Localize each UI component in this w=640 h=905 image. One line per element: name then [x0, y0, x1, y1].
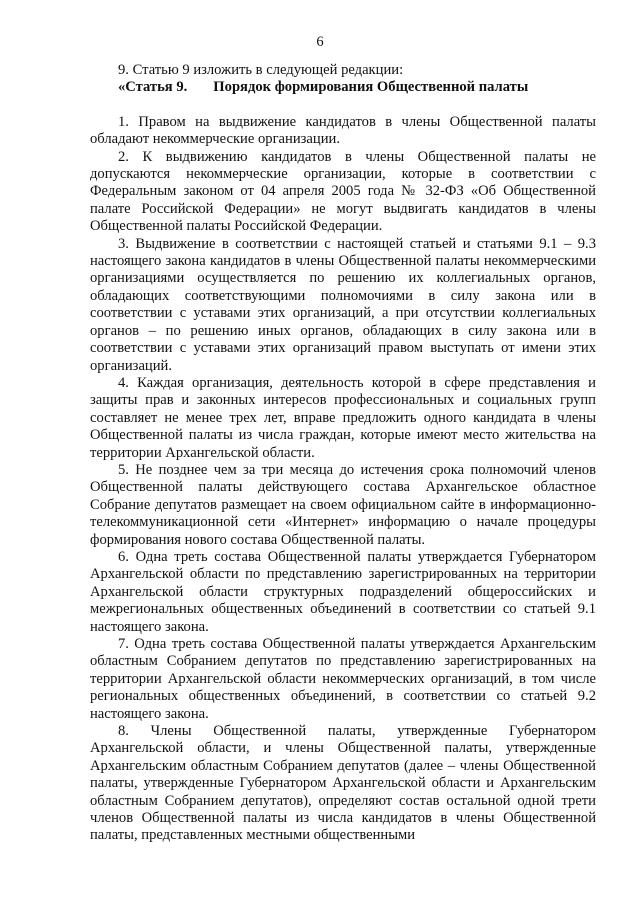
- article-title: Порядок формирования Общественной палаты: [213, 79, 529, 96]
- paragraph-1: 1. Правом на выдвижение кандидатов в члены Общественной палаты обладают некоммерческие организации.: [90, 113, 596, 148]
- page-number: 6: [316, 34, 324, 50]
- amendment-intro: 9. Статью 9 изложить в следующей редакции:: [118, 62, 404, 78]
- paragraph-3: 3. Выдвижение в соответствии с настоящей статьей и статьями 9.1 – 9.3 настоящего закона кандидатов в члены Общественной палаты некоммерческими организациями осуществляется по решению их коллегиальных органов, обладающих соответствующими полномочиями в силу закона или в соответствии с уставами этих организаций, а при отсутствии коллегиальных органов – по решению иных органов, обладающих в силу закона или в соответствии с уставами этих организаций правом выступать от имени этих организаций.: [90, 235, 596, 374]
- paragraph-4: 4. Каждая организация, деятельность которой в сфере представления и защиты прав и законных интересов профессиональных и социальных групп составляет не менее трех лет, вправе предложить одного кандидата в члены Общественной палаты из числа граждан, которые имеют место жительства на территории Архангельской области.: [90, 374, 596, 461]
- paragraph-7: 7. Одна треть состава Общественной палаты утверждается Архангельским областным Собранием депутатов по представлению зарегистрированных на территории Архангельской области некоммерческих организаций, в том числе региональных общественных объединений, в соответствии со статьей 9.2 настоящего закона.: [90, 636, 596, 722]
- document-body: [90, 62, 596, 845]
- article-label: «Статья 9.: [118, 79, 188, 96]
- paragraph-6: 6. Одна треть состава Общественной палаты утверждается Губернатором Архангельской области по представлению зарегистрированных на территории Архангельской области структурных подразделений общероссийских и межрегиональных общественных объединений в соответствии со статьей 9.1 настоящего закона.: [90, 548, 596, 635]
- paragraph-8: 8. Члены Общественной палаты, утвержденные Губернатором Архангельской области, и члены Общественной палаты, утвержденные Архангельским областным Собранием депутатов (далее – члены Общественной палаты, утвержденные Губернатором Архангельской области и Архангельским областным Собранием депутатов), определяют состав остальной одной трети членов Общественной палаты из числа кандидатов в члены Общественной палаты, представленных местными общественными: [90, 723, 596, 844]
- paragraph-2: 2. К выдвижению кандидатов в члены Общественной палаты не допускаются некоммерческие организации, которые в соответствии с Федеральным законом от 04 апреля 2005 года № 32-ФЗ «Об Общественной палате Российской Федерации» не могут выдвигать кандидатов в члены Общественной палаты Российской Федерации.: [90, 148, 596, 235]
- article-heading: [90, 79, 596, 96]
- paragraph-5: 5. Не позднее чем за три месяца до истечения срока полномочий членов Общественной палаты действующего состава Архангельское областное Собрание депутатов размещает на своем официальном сайте в информационно-телекоммуникационной сети «Интернет» информацию о начале процедуры формирования нового состава Общественной палаты.: [90, 461, 596, 548]
